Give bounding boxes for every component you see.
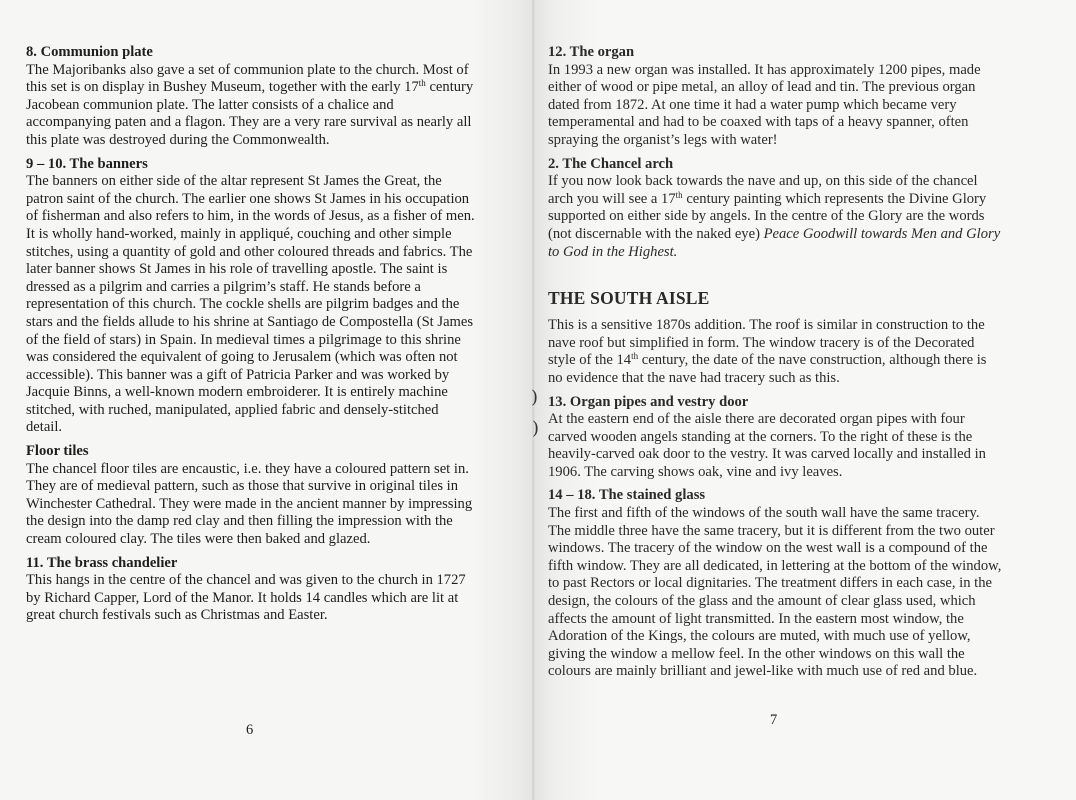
heading-organ-pipes: 13. Organ pipes and vestry door xyxy=(548,393,749,410)
heading-brass-chandelier: 11. The brass chandelier xyxy=(26,554,178,571)
left-column xyxy=(26,44,478,631)
text-south-aisle-part1: This is a sensitive 1870s addition. The roof is similar in construction to the nave roof but simplified in form. The window tracery is of the Decorated style of the 14 xyxy=(548,317,985,369)
heading-communion-plate: 8. Communion plate xyxy=(26,44,153,60)
heading-south-aisle: THE SOUTH AISLE xyxy=(548,288,710,309)
section-banners xyxy=(26,156,478,438)
text-organ: In 1993 a new organ was installed. It has approximately 1200 pipes, made either of wood or pipe metal, an alloy of lead and tin. The previous organ dated from 1872. At one time it had a water pump which became very temperamental and had to be coaxed with taps of a heavy spanner, often spraying the organist’s legs with water! xyxy=(548,61,981,148)
text-stained-glass: The first and fifth of the windows of the south wall have the same tracery. The middle three have the same tracery, but it is different from the two outer windows. The tracery of the window on the west wall is a compound of the fifth window. They are all dedicated, in lettering at the bottom of the window, to past Rectors or local dignitaries. The treatment differs in each case, in the design, the colours of the glass and the amount of clear glass used, which affects the amount of light transmitted. In the eastern most window, the Adoration of the Kings, the colours are muted, with much use of yellow, giving the window a mellow feel. In the other windows on this wall the colours are mainly brilliant and jewel-like with much use of red and blue. xyxy=(548,505,1002,680)
text-chancel-arch-inscription: Peace Goodwill towards Men and Glory to God in the Highest. xyxy=(548,225,1001,260)
section-organ-pipes xyxy=(548,394,1002,482)
text-south-aisle xyxy=(548,317,1002,387)
section-brass-chandelier xyxy=(26,555,478,625)
heading-chancel-arch: 2. The Chancel arch xyxy=(548,155,674,172)
text-chancel-arch-part2: century painting which represents the Divine Glory supported on either side by angels. In the centre of the Glory are the words (not discernable with the naked eye) xyxy=(548,190,987,242)
superscript-th: th xyxy=(675,189,683,200)
section-communion-plate xyxy=(26,44,478,150)
heading-organ: 12. The organ xyxy=(548,44,635,60)
text-chancel-arch xyxy=(548,173,1002,261)
section-south-aisle xyxy=(548,317,1002,387)
text-floor-tiles: The chancel floor tiles are encaustic, i.e. they have a coloured pattern set in. They are of medieval pattern, such as those that survive in original tiles in Winchester Cathedral. They were made in the ancient manner by impressing the design into the damp red clay and then filling the impression with the cream coloured clay. The tiles were then baked and glazed. xyxy=(26,460,473,548)
binding-mark-icon: ) xyxy=(532,418,540,439)
section-floor-tiles xyxy=(26,443,478,549)
text-communion-plate-part1: The Majoribanks also gave a set of communion plate to the church. Most of this set is on display in Bushey Museum, together with the early 17 xyxy=(26,61,469,96)
heading-stained-glass: 14 – 18. The stained glass xyxy=(548,487,706,504)
text-chancel-arch-part1: If you now look back towards the nave and up, on this side of the chancel arch you will see a 17 xyxy=(548,173,978,207)
text-communion-plate-part2: century Jacobean communion plate. The latter consists of a chalice and accompanying paten and a flagon. They are a very rare survival as nearly all this plate was destroyed during the Commonwealth. xyxy=(26,79,474,148)
page-number-left: 6 xyxy=(246,722,254,738)
binding-mark-icon: ) xyxy=(531,387,539,408)
superscript-th: th xyxy=(631,351,639,362)
section-stained-glass xyxy=(548,487,1002,681)
superscript-th: th xyxy=(418,78,426,89)
text-organ-pipes: At the eastern end of the aisle there are decorated organ pipes with four carved wooden angels standing at the corners. To the right of these is the heavily-carved oak door to the vestry. It was carved locally and installed in 1906. The carving shows oak, vine and ivy leaves. xyxy=(548,411,986,480)
text-communion-plate xyxy=(26,62,478,150)
heading-floor-tiles: Floor tiles xyxy=(26,443,89,460)
section-chancel-arch xyxy=(548,156,1002,262)
text-banners: The banners on either side of the altar represent St James the Great, the patron saint of the church. The earlier one shows St James in his occupation of fisherman and also refers to him, in the words of Jesus, as a fisher of men. It is wholly hand-worked, mainly in appliqué, couching and other simple stitches, using a quantity of gold and other coloured threads and fabrics. The later banner shows St James in his role of travelling apostle. The saint is dressed as a pilgrim and carries a pilgrim’s staff. He stands before a representation of this church. The cockle shells are pilgrim badges and the stars and the fields allude to his shrine at Santiago de Compostella (St James of the field of stars) in Spain. In medieval times a pilgrimage to this shrine was considered the equivalent of going to Jerusalem (which was often not accessible). This banner was a gift of Patricia Parker and was worked by Jacquie Binns, a well-known modern embroiderer. It is entirely machine stitched, with ruched, manipulated, applied fabric and densely-stitched detail. xyxy=(26,173,475,436)
heading-banners: 9 – 10. The banners xyxy=(26,155,148,172)
page-number-right: 7 xyxy=(770,712,778,728)
text-south-aisle-part2: century, the date of the nave construction, although there is no evidence that the nave had tracery such as this. xyxy=(548,352,987,386)
right-column xyxy=(548,44,1002,687)
section-organ xyxy=(548,44,1002,150)
text-brass-chandelier: This hangs in the centre of the chancel and was given to the church in 1727 by Richard Capper, Lord of the Manor. It holds 14 candles which are lit at great church festivals such as Christmas and Easter. xyxy=(26,572,466,624)
